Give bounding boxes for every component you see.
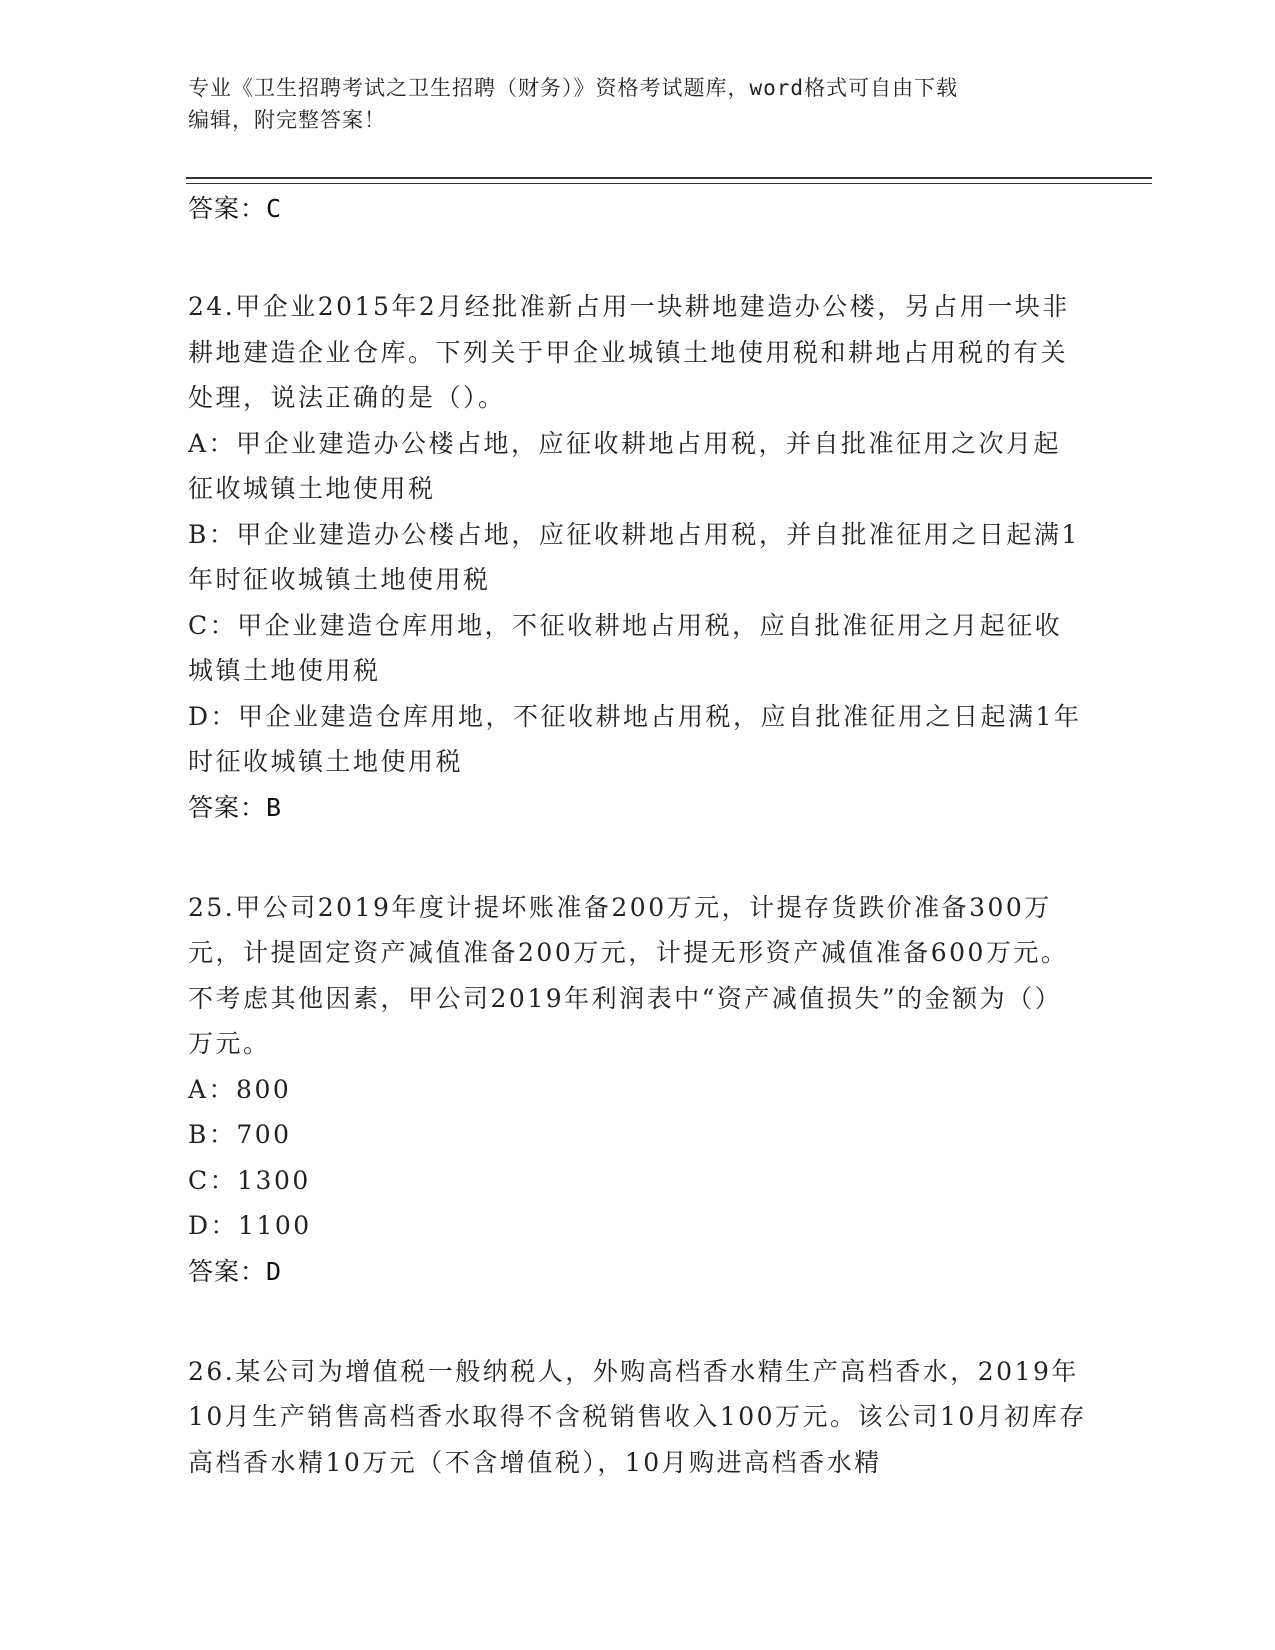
answer-value: D [266,1256,283,1286]
answer-line [188,186,1088,232]
answer-label: 答案： [188,792,267,822]
option-a: A：800 [188,1074,292,1104]
header-rule-thick [186,177,1152,179]
header-rule-thin [186,183,1152,184]
option-d: D：甲企业建造仓库用地，不征收耕地占用税，应自批准征用之日起满1年时征收城镇土地使用税 [188,701,1082,776]
answer-line [188,1249,1088,1295]
option-b: B：甲企业建造办公楼占地，应征收耕地占用税，并自批准征用之日起满1年时征收城镇土地使用税 [188,519,1080,594]
question-text: 24.甲企业2015年2月经批准新占用一块耕地建造办公楼，另占用一块非耕地建造企业仓库。下列关于甲企业城镇土地使用税和耕地占用税的有关处理，说法正确的是（）。 [188,292,1070,412]
header-line-1: 专业《卫生招聘考试之卫生招聘（财务）》资格考试题库，word格式可自由下载 [188,76,959,100]
question-26 [188,1349,1088,1486]
page-header [188,72,1088,136]
answer-value: B [266,792,283,822]
answer-label: 答案： [188,1256,267,1286]
answer-line [188,785,1088,831]
option-a: A：甲企业建造办公楼占地，应征收耕地占用税，并自批准征用之次月起征收城镇土地使用税 [188,428,1062,503]
answer-label: 答案： [188,194,267,223]
answer-value: C [266,194,283,223]
question-text: 26.某公司为增值税一般纳税人，外购高档香水精生产高档香水，2019年10月生产销售高档香水取得不含税销售收入100万元。该公司10月初库存高档香水精10万元（不含增值税），10月购进高档香水精 [188,1356,1087,1477]
option-c: C：甲企业建造仓库用地，不征收耕地占用税，应自批准征用之月起征收城镇土地使用税 [188,610,1063,685]
document-body [188,186,1088,1485]
option-d: D：1100 [188,1211,312,1240]
option-c: C：1300 [188,1165,311,1195]
question-25 [188,885,1088,1295]
question-text: 25.甲公司2019年度计提坏账准备200万元，计提存货跌价准备300万元，计提固定资产减值准备200万元，计提无形资产减值准备600万元。不考虑其他因素，甲公司2019年利润表中“资产减值损失”的金额为（）万元。 [188,892,1069,1058]
header-line-2: 编辑，附完整答案！ [188,108,386,132]
question-24 [188,284,1088,831]
option-b: B：700 [188,1120,292,1149]
